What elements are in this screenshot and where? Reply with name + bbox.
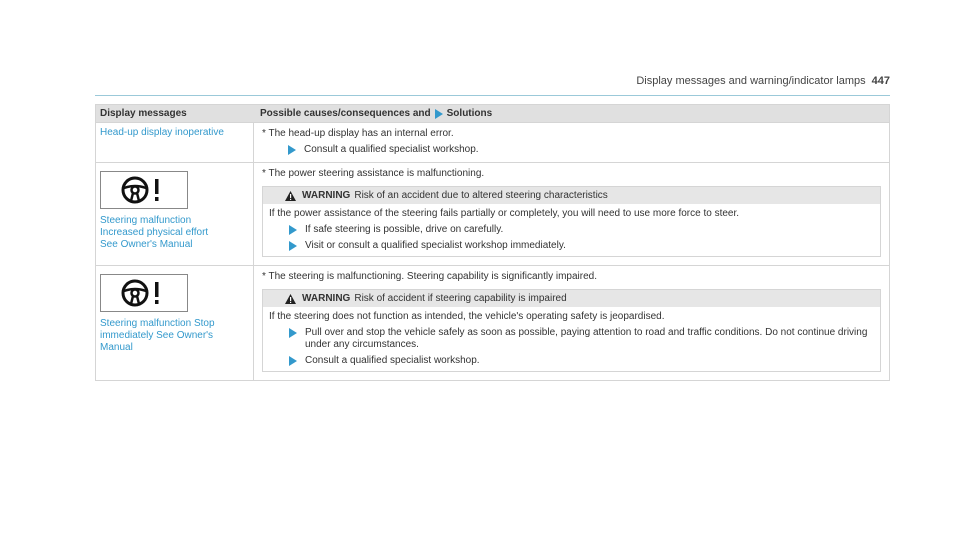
col-header-messages: Display messages <box>100 108 187 119</box>
arrow-right-icon <box>289 356 297 366</box>
solution-text: Consult a qualified specialist workshop. <box>305 355 480 366</box>
warning-box <box>262 289 881 372</box>
warning-body-text: If the power assistance of the steering fails partially or completely, you will need to use more force to steer. <box>269 208 740 219</box>
cause-text: * The head-up display has an internal error. <box>262 128 454 139</box>
arrow-right-icon <box>289 225 297 235</box>
section-title: Display messages and warning/indicator lamps <box>636 75 866 87</box>
cause-cell <box>254 163 889 265</box>
col-header-causes <box>254 108 492 119</box>
solution-item <box>269 240 874 252</box>
col-header-solutions-label: Solutions <box>446 108 493 119</box>
table-row <box>96 162 889 265</box>
solution-item <box>269 327 874 351</box>
warning-title: WARNING <box>302 293 351 304</box>
table-row <box>96 122 889 162</box>
steering-wheel-warning-icon <box>100 171 188 209</box>
solution-text: Pull over and stop the vehicle safely as soon as possible, paying attention to road and traffic conditions. Do not continue driving under any circumstances. <box>305 327 868 350</box>
message-cell <box>96 123 254 162</box>
arrow-right-icon <box>289 328 297 338</box>
table-row <box>96 265 889 380</box>
solution-text: Visit or consult a qualified specialist workshop immediately. <box>305 240 566 251</box>
warning-text: Risk of an accident due to altered steering characteristics <box>354 190 608 201</box>
warning-box <box>262 186 881 257</box>
running-header <box>636 75 890 87</box>
solution-item <box>269 355 874 367</box>
message-line: immediately See Owner's <box>100 330 214 341</box>
cause-cell <box>254 123 889 162</box>
message-line: See Owner's Manual <box>100 239 193 250</box>
warning-title: WARNING <box>302 190 351 201</box>
page-header <box>95 75 890 96</box>
message-line: Increased physical effort <box>100 227 209 238</box>
solution-item <box>269 224 874 236</box>
display-messages-table <box>95 104 890 381</box>
warning-text: Risk of accident if steering capability is impaired <box>354 293 567 304</box>
message-cell <box>96 266 254 380</box>
message-text: Head-up display inoperative <box>100 127 224 138</box>
warning-header <box>263 290 880 307</box>
warning-triangle-icon <box>285 294 296 304</box>
cause-cell <box>254 266 889 380</box>
arrow-right-icon <box>435 109 443 119</box>
solution-text: Consult a qualified specialist workshop. <box>304 144 479 155</box>
arrow-right-icon <box>289 241 297 251</box>
warning-body <box>263 204 880 256</box>
message-line: Manual <box>100 342 133 353</box>
arrow-right-icon <box>288 145 296 155</box>
col-header-causes-label: Possible causes/consequences and <box>260 108 431 119</box>
table-header <box>96 105 889 122</box>
warning-header <box>263 187 880 204</box>
cause-text: * The power steering assistance is malfunctioning. <box>262 168 485 179</box>
cause-text: * The steering is malfunctioning. Steering capability is significantly impaired. <box>262 271 597 282</box>
message-line: Steering malfunction Stop <box>100 318 215 329</box>
warning-body-text: If the steering does not function as intended, the vehicle's operating safety is jeopardised. <box>269 311 665 322</box>
warning-triangle-icon <box>285 191 296 201</box>
solution-item <box>262 144 881 156</box>
page-number: 447 <box>871 75 890 87</box>
message-cell <box>96 163 254 265</box>
warning-body <box>263 307 880 371</box>
steering-wheel-warning-icon <box>100 274 188 312</box>
solution-text: If safe steering is possible, drive on carefully. <box>305 224 504 235</box>
message-line: Steering malfunction <box>100 215 192 226</box>
